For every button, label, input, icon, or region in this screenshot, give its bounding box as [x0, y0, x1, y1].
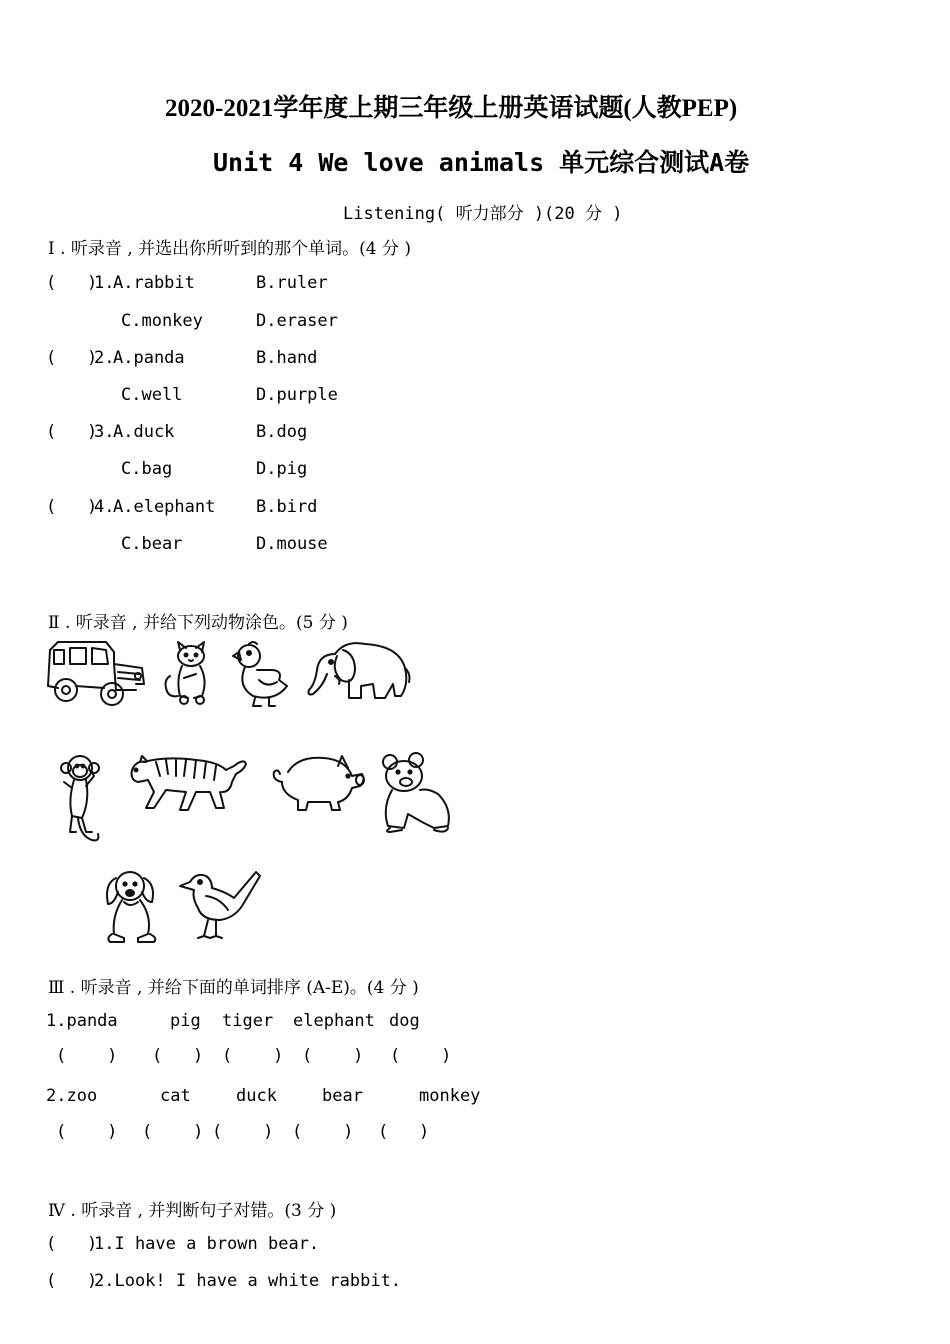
question-number: 1.: [94, 273, 115, 293]
question-number: 2.: [94, 348, 115, 368]
order-word: monkey: [419, 1086, 481, 1106]
option-b: B.ruler: [256, 273, 328, 293]
question-number: 3.: [94, 422, 115, 442]
option-a: A.elephant: [113, 497, 216, 517]
answer-blank[interactable]: ( ): [46, 497, 98, 517]
judge-blank[interactable]: ( ): [46, 1234, 98, 1254]
answer-blank[interactable]: ( ): [46, 348, 98, 368]
option-b: B.dog: [256, 422, 308, 442]
section1-heading: Ⅰ . 听录音 , 并选出你所听到的那个单词。(4 分 ): [48, 239, 412, 259]
option-c: C.bag: [121, 459, 173, 479]
option-d: D.purple: [256, 385, 338, 405]
page-title: 2020-2021学年度上期三年级上册英语试题(人教PEP): [165, 95, 738, 122]
option-c: C.monkey: [121, 311, 203, 331]
pig-picture[interactable]: [268, 752, 368, 816]
order-word: bear: [322, 1086, 363, 1106]
bear-picture[interactable]: [378, 752, 454, 834]
order-blank[interactable]: ( ): [302, 1046, 364, 1066]
option-d: D.eraser: [256, 311, 338, 331]
option-c: C.bear: [121, 534, 183, 554]
option-a: A.panda: [113, 348, 185, 368]
section4-heading: Ⅳ . 听录音 , 并判断句子对错。(3 分 ): [48, 1201, 337, 1221]
option-d: D.mouse: [256, 534, 328, 554]
order-blank[interactable]: ( ): [56, 1046, 118, 1066]
dog-picture[interactable]: [104, 868, 160, 946]
section2-heading: Ⅱ . 听录音 , 并给下列动物涂色。(5 分 ): [48, 613, 348, 633]
order-blank[interactable]: ( ): [292, 1122, 354, 1142]
judge-sentence: 1.I have a brown bear.: [94, 1234, 320, 1254]
cat-picture[interactable]: [162, 640, 218, 708]
order-word: dog: [389, 1011, 420, 1031]
order-word: tiger: [222, 1011, 274, 1031]
option-b: B.hand: [256, 348, 318, 368]
jeep-picture[interactable]: [44, 638, 148, 706]
order-word: pig: [170, 1011, 201, 1031]
monkey-picture[interactable]: [58, 752, 106, 846]
order-blank[interactable]: ( ): [212, 1122, 274, 1142]
tiger-picture[interactable]: [126, 752, 250, 818]
elephant-picture[interactable]: [305, 640, 411, 708]
option-a: A.duck: [113, 422, 175, 442]
order-word: cat: [160, 1086, 191, 1106]
order-word: 2.zoo: [46, 1086, 98, 1106]
answer-blank[interactable]: ( ): [46, 422, 98, 442]
answer-blank[interactable]: ( ): [46, 273, 98, 293]
order-blank[interactable]: ( ): [378, 1122, 430, 1142]
order-word: elephant: [293, 1011, 375, 1031]
order-blank[interactable]: ( ): [152, 1046, 204, 1066]
page-subtitle: Unit 4 We love animals 单元综合测试A卷: [213, 148, 750, 177]
judge-sentence: 2.Look! I have a white rabbit.: [94, 1271, 402, 1291]
bird-picture[interactable]: [176, 868, 262, 944]
section3-heading: Ⅲ . 听录音 , 并给下面的单词排序 (A-E)。(4 分 ): [48, 978, 419, 998]
listening-heading: Listening( 听力部分 )(20 分 ): [343, 204, 623, 224]
question-number: 4.: [94, 497, 115, 517]
judge-blank[interactable]: ( ): [46, 1271, 98, 1291]
order-blank[interactable]: ( ): [222, 1046, 284, 1066]
order-blank[interactable]: ( ): [390, 1046, 452, 1066]
duck-picture[interactable]: [231, 640, 291, 710]
order-blank[interactable]: ( ): [56, 1122, 118, 1142]
option-b: B.bird: [256, 497, 318, 517]
order-blank[interactable]: ( ): [142, 1122, 204, 1142]
option-a: A.rabbit: [113, 273, 195, 293]
order-word: duck: [236, 1086, 277, 1106]
order-word: 1.panda: [46, 1011, 118, 1031]
option-c: C.well: [121, 385, 183, 405]
option-d: D.pig: [256, 459, 308, 479]
